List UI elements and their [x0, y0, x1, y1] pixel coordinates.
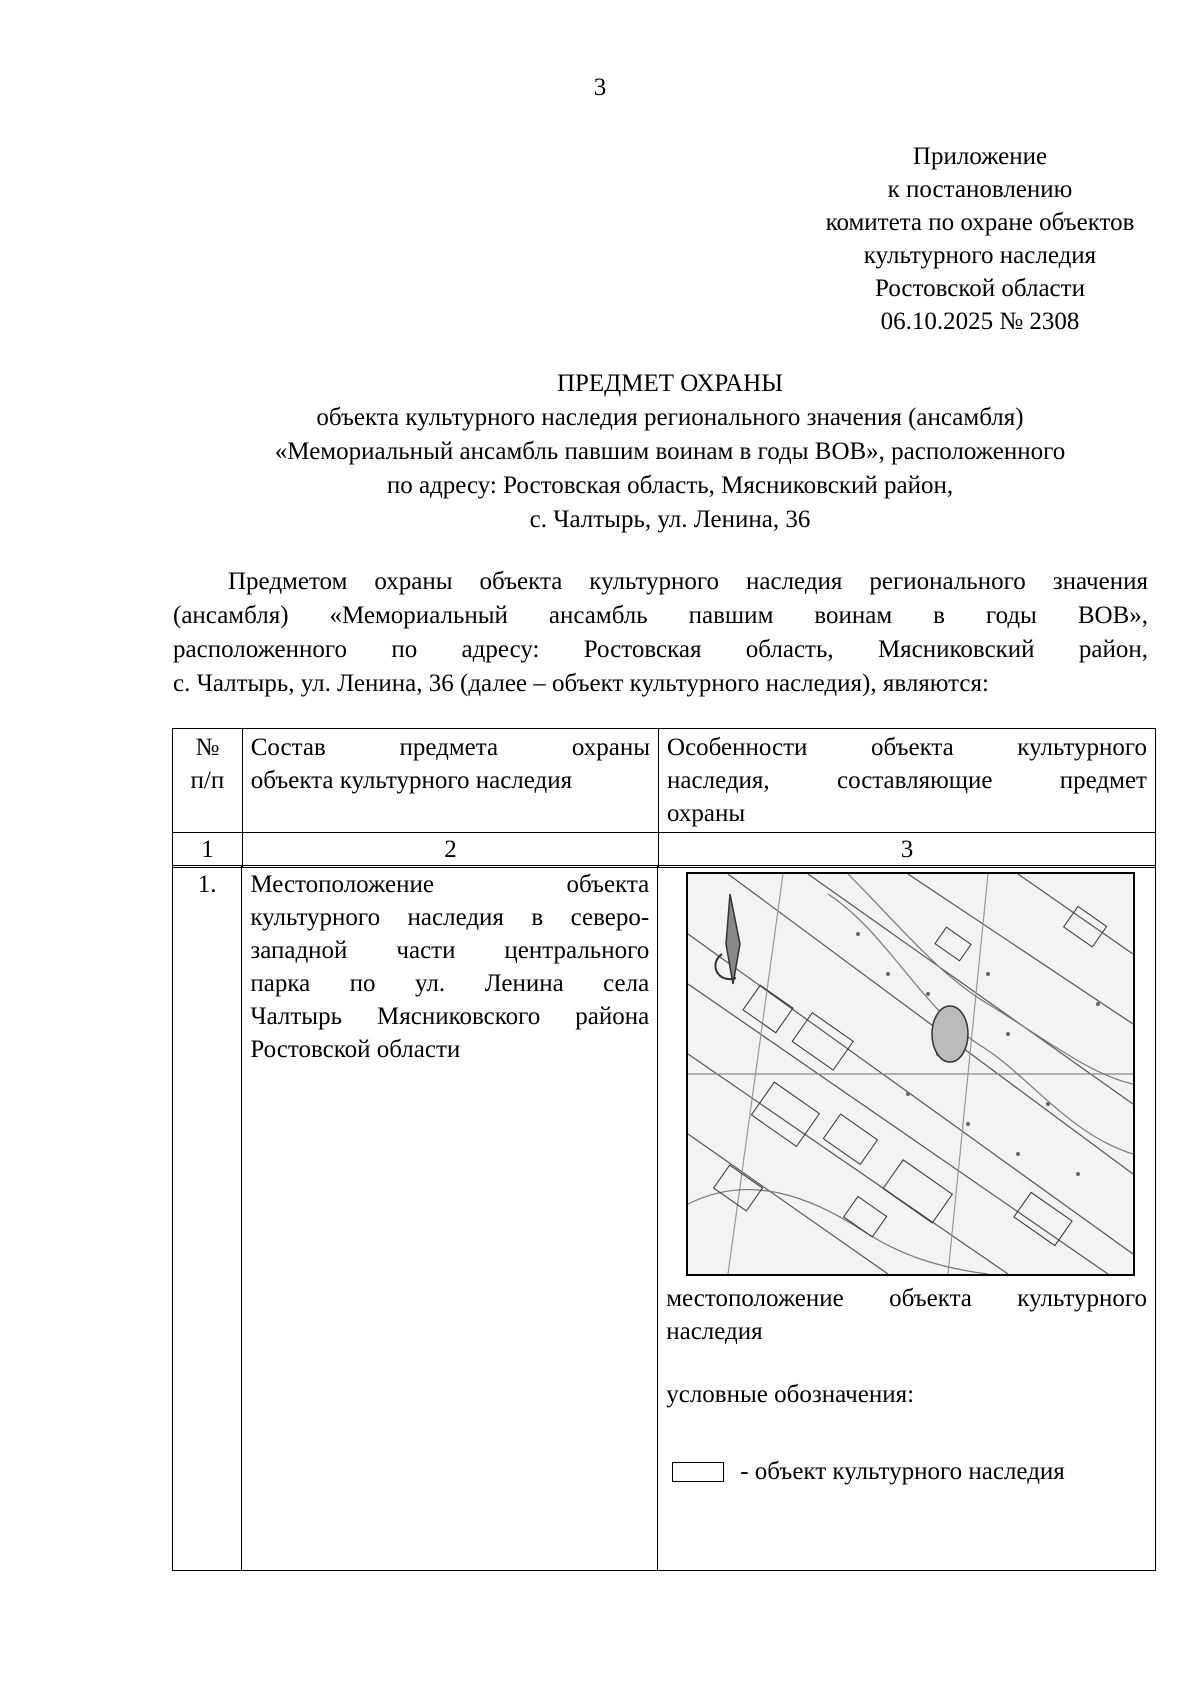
- composition-line: Чалтырь Мясниковского района: [250, 1003, 650, 1030]
- table-body: [172, 865, 1156, 1571]
- intro-line: Предметом охраны объекта культурного наследия регионального значения: [228, 568, 1148, 595]
- appendix-line: к постановлению: [887, 176, 1073, 203]
- header-text: Особенности объекта культурного: [667, 734, 1147, 761]
- appendix-line: культурного наследия: [863, 242, 1097, 269]
- heritage-object-marker: [932, 1006, 968, 1062]
- row-composition: [242, 866, 658, 1571]
- title-line: объекта культурного наследия регионального значения (ансамбля): [316, 404, 1024, 431]
- map-drawing: [688, 874, 1133, 1274]
- column-number: 3: [659, 833, 1156, 868]
- header-cell-number: [173, 729, 243, 833]
- appendix-block: [780, 140, 1180, 338]
- legend-label: - объект культурного наследия: [740, 1458, 1065, 1485]
- composition-line: Местоположение объекта: [250, 871, 650, 898]
- header-cell-composition: [242, 729, 658, 833]
- caption-line: местоположение объекта культурного: [666, 1285, 1147, 1312]
- appendix-line: комитета по охране объектов: [825, 209, 1135, 236]
- intro-paragraph: [173, 565, 1148, 701]
- title-line: «Мемориальный ансамбль павшим воинам в годы ВОВ», расположенного: [274, 438, 1066, 465]
- document-title: [170, 367, 1170, 537]
- legend-box-icon: [672, 1462, 724, 1482]
- composition-line: парка по ул. Ленина села: [250, 970, 650, 997]
- intro-line: (ансамбля) «Мемориальный ансамбль павшим воинам в годы ВОВ»,: [173, 602, 1148, 629]
- header-text: наследия, составляющие предмет: [667, 767, 1147, 794]
- header-cell-features: [659, 729, 1156, 833]
- intro-line: с. Чалтырь, ул. Ленина, 36 (далее – объект культурного наследия), являются:: [173, 670, 989, 697]
- location-map: [686, 872, 1135, 1276]
- row-number: 1.: [173, 866, 242, 1571]
- title-line: по адресу: Ростовская область, Мясниковский район,: [386, 472, 954, 499]
- title-line: с. Чалтырь, ул. Ленина, 36: [529, 506, 811, 533]
- map-caption: [666, 1282, 1147, 1348]
- page-number: 3: [593, 74, 607, 101]
- table-header: [172, 728, 1156, 833]
- title-heading: ПРЕДМЕТ ОХРАНЫ: [556, 370, 784, 397]
- header-text: №: [195, 734, 220, 761]
- appendix-line: Приложение: [912, 143, 1048, 170]
- appendix-line: Ростовской области: [875, 275, 1085, 302]
- intro-line: расположенного по адресу: Ростовская область, Мясниковский район,: [173, 636, 1148, 663]
- header-text: Состав предмета охраны: [250, 734, 651, 761]
- legend-title: условные обозначения:: [666, 1381, 915, 1408]
- appendix-line: 06.10.2025 № 2308: [880, 308, 1080, 335]
- legend-item: [666, 1455, 1147, 1488]
- row-features: [658, 866, 1156, 1571]
- column-number: 2: [242, 833, 658, 868]
- header-text: охраны: [667, 800, 746, 827]
- header-text: объекта культурного наследия: [250, 767, 573, 794]
- composition-line: культурного наследия в северо-: [250, 904, 650, 931]
- column-number: 1: [173, 833, 243, 868]
- header-text: п/п: [190, 767, 225, 794]
- column-number-row: [172, 832, 1156, 868]
- caption-line: наследия: [666, 1318, 763, 1345]
- composition-line: западной части центрального: [250, 937, 650, 964]
- table-row: [173, 866, 1156, 1571]
- composition-line: Ростовской области: [250, 1036, 461, 1063]
